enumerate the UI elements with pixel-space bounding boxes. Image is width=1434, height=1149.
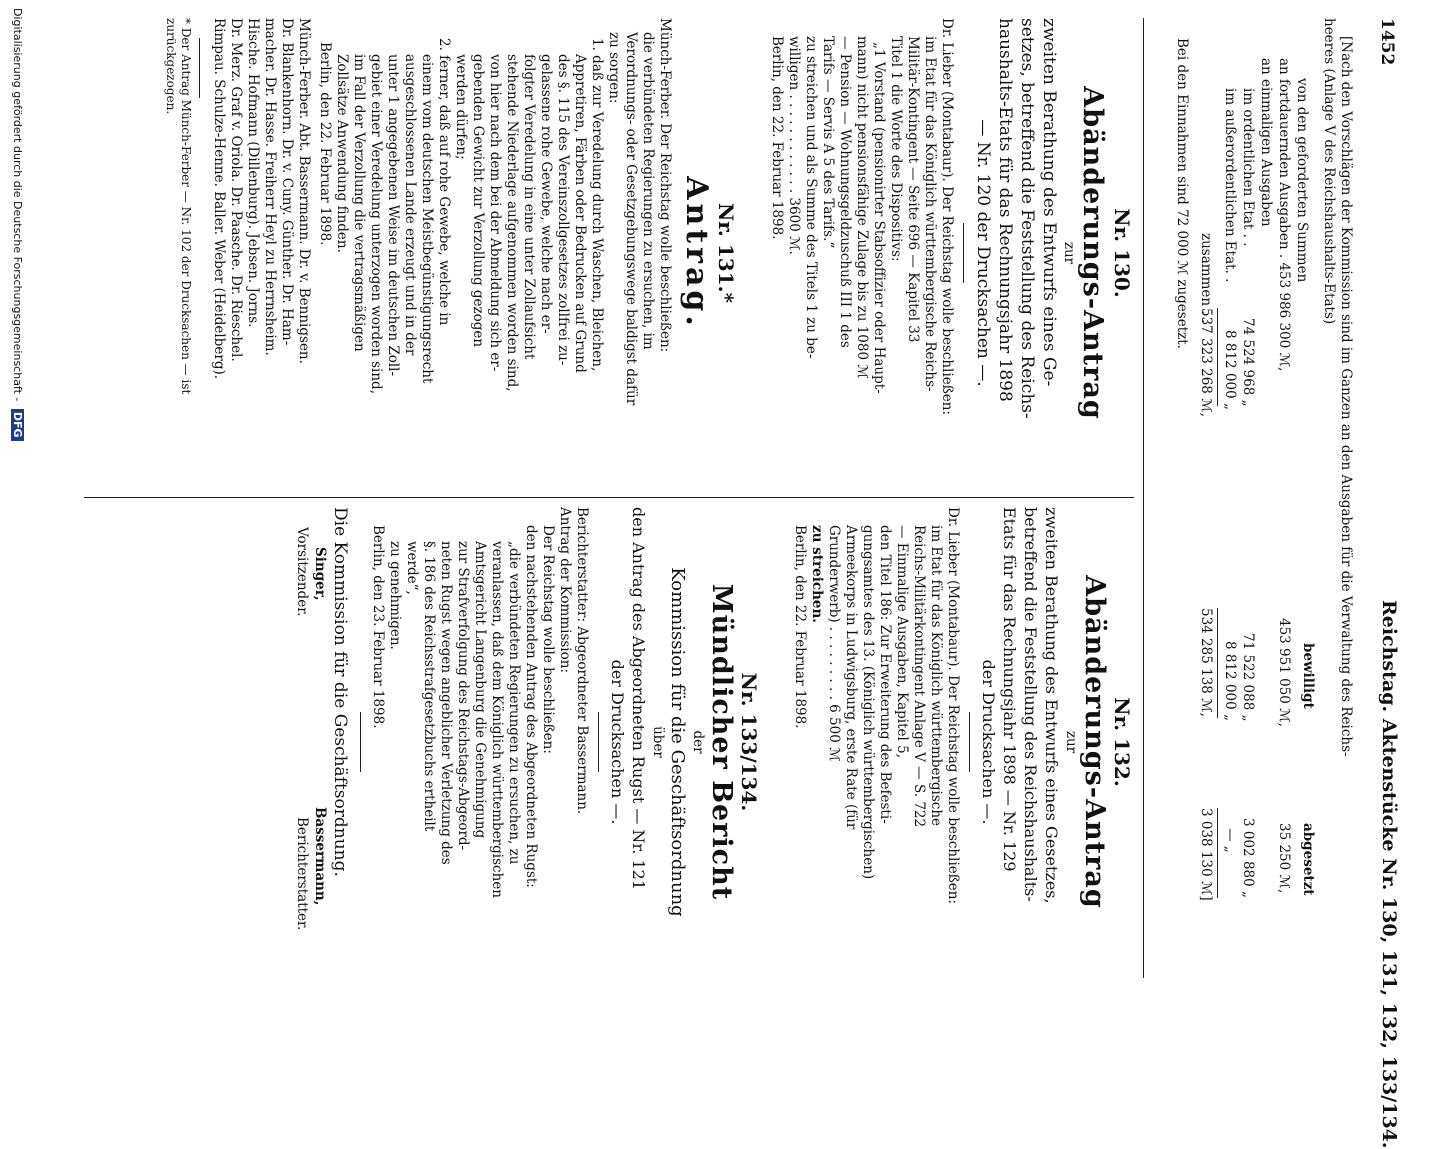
nr133-date: Berlin, den 23. Februar 1898.: [370, 525, 386, 729]
nr131-body-line: Zollsätze Anwendung finden.: [334, 54, 350, 253]
nr131-body-line: 1. daß zur Veredelung durch Waschen, Bleichen,: [589, 38, 605, 372]
nr133-number: Nr. 133/134.: [737, 672, 761, 812]
nr131-body-line: gelassene rohe Gewebe, welche nach er-: [538, 54, 554, 334]
nr131-body-line: Verordnungs- oder Gesetzgebungswege baldigst dafür: [623, 32, 639, 406]
nr132-date: Berlin, den 22. Februar 1898.: [792, 525, 808, 729]
table-row-abgesetzt: — „: [1222, 828, 1238, 853]
table-total-abgesetzt: 3 038 130 ℳ]: [1198, 808, 1214, 901]
nr130-body-line: Militär-Kontingent — Seite 696 — Kapitel 33: [905, 36, 921, 343]
nr131-body-line: im Fall der Verzollung die vertragsmäßigen: [351, 54, 367, 352]
table-row-label: im ordentlichen Etat . .: [1240, 88, 1256, 247]
nr131-body-line: zu sorgen:: [606, 32, 622, 104]
nr131-body-line: ausgeschlossenen Lande erzeugt und in der: [402, 54, 418, 356]
dfg-logo: DFG: [11, 409, 24, 441]
budget-table: [1156, 18, 1316, 978]
nr131-body-line: folgter Veredelung in eine unter Zollaufsicht: [521, 54, 537, 360]
nr132-number: Nr. 132.: [1110, 697, 1134, 787]
signer-line: Dr. Merz. Graf v. Oriola. Dr. Paasche. Dr. Rieschel.: [228, 18, 244, 362]
nr132-zur: zur: [1063, 730, 1079, 754]
nr132-body-line: Dr. Lieber (Montabaur). Der Reichstag wolle beschließen:: [945, 507, 961, 905]
nr131-footnote: * Der Antrag Münch-Ferber — Nr. 102 der Drucksachen — ist zurückgezogen.: [164, 18, 193, 395]
table-total-label: zusammen . .: [1198, 233, 1214, 324]
footnote-rule: [199, 38, 200, 98]
nr130-body-line: zu streichen und als Summe des Titels 1 zu be-: [803, 36, 819, 359]
nr132-body-line: Reichs-Militärkontingent Anlage V — S. 722: [911, 525, 927, 828]
table-row-label: an fortdauernden Ausgaben . 453 986 300 ℳ,: [1276, 58, 1292, 372]
page-title: Reichstag. Aktenstücke Nr. 130, 131, 132, 133/134.: [1378, 600, 1400, 1149]
table-row-abgesetzt: 3 002 880 „: [1240, 818, 1256, 898]
nr131-number: Nr. 131.*: [714, 202, 738, 304]
signer-reporter-role: Berichterstatter.: [294, 817, 310, 931]
nr131-body-line: stehende Niederlage aufgenommen worden sind,: [504, 54, 520, 392]
table-row-bewilligt: 8 812 000 „: [1222, 641, 1238, 721]
table-row-abgesetzt: 35 250 ℳ,: [1276, 823, 1292, 894]
nr131-body-line: gebenden Gewicht zur Verzollung gezogen: [470, 54, 486, 348]
nr132-heading-line: zweiten Berathung des Entwurfs eines Gesetzes,: [1042, 507, 1061, 904]
intro-block: [1320, 18, 1354, 978]
table-row-amount: 8 812 000 „: [1222, 330, 1238, 410]
signer-line: Dr. Blankenhorn. Dr. v. Cuny. Günther. Dr. Ham-: [279, 18, 295, 346]
nr131-body-line: die verbündeten Regierungen zu ersuchen, im: [640, 32, 656, 350]
signer-line: Hische. Hofmann (Dillenburg). Jebsen. Jorns.: [245, 18, 261, 328]
nr132-body-line: Grunderwerb) . . . . . . . . . 6 500 ℳ: [826, 525, 842, 762]
section-divider: [1143, 18, 1144, 978]
signer-line: macher. Dr. Hasse. Freiherr Heyl zu Herrnsheim.: [262, 18, 278, 356]
table-row-label: an einmaligen Ausgaben: [1258, 58, 1274, 227]
nr133-title: Mündlicher Bericht: [706, 583, 737, 901]
nr131-body-line: unter 1 angegebenen Weise im deutschen Zoll-: [385, 54, 401, 377]
nr133-body-line: werde“,: [404, 541, 420, 595]
nr130-body-line: — Pension — Wohnungsgeldzuschuß III 1 des: [837, 36, 853, 348]
nr133-subtitle: Kommission für die Geschäftsordnung: [667, 567, 688, 917]
col-header-abgesetzt: abgesetzt: [1300, 823, 1316, 896]
signer-line: Rimpau. Schulze-Henne. Baller. Weber (Heidelberg).: [211, 18, 227, 380]
signer-chair-role: Vorsitzender.: [294, 527, 310, 617]
table-total-amount: 537 323 268 ℳ,: [1198, 308, 1214, 417]
nr130-date: Berlin, den 22. Februar 1898.: [769, 36, 785, 240]
nr131-date: Berlin, den 22. Februar 1898.: [317, 42, 333, 246]
nr133-heading-line: der Drucksachen —.: [608, 659, 627, 825]
page-number: 1452: [1377, 18, 1397, 66]
table-row-label: von den geforderten Summen: [1294, 78, 1310, 283]
nr133-body-line: „die verbündeten Regierungen zu ersuchen, zu: [506, 541, 522, 865]
nr130-body-line: mann) nicht pensionsfähige Zulage bis zu 1080 ℳ: [854, 36, 870, 379]
nr133-body-line: veranlassen, daß dem Königlich württembergischen: [489, 541, 505, 898]
nr133-body-line: Berichterstatter: Abgeordneter Bassermann.: [574, 507, 590, 815]
sum-rule: [1217, 608, 1218, 718]
nr132-body-line: Armeekorps in Ludwigsburg, erste Rate (für: [843, 525, 859, 830]
nr131-body-line: des §. 115 des Vereinszollgesetzes zollfrei zu-: [555, 54, 571, 366]
nr133-body-line: Amtsgericht Langenburg die Genehmigung: [472, 541, 488, 839]
nr130-body-line: willigen . . . . . . . . . . . . 3600 ℳ.: [786, 36, 802, 255]
nr133-body-line: zu genehmigen.: [387, 541, 403, 650]
nr131-body-line: Appretiren, Färben oder Bedrucken auf Grund: [572, 54, 588, 373]
signer-line: Münch-Ferber. Abt. Bassermann. Dr. v. Bennigsen.: [296, 18, 312, 364]
nr130-number: Nr. 130.: [1110, 208, 1134, 298]
nr133-der: der: [690, 730, 706, 754]
nr132-heading-line: betreffend die Feststellung des Reichshaushalts-: [1021, 507, 1040, 902]
table-row-amount: 74 524 968 „: [1240, 318, 1256, 407]
nr133-closing: Die Kommission für die Geschäftsordnung.: [330, 507, 350, 877]
nr130-body-line: Dr. Lieber (Montabaur). Der Reichstag wolle beschließen:: [939, 18, 955, 416]
table-total-bewilligt: 534 285 138 ℳ,: [1198, 608, 1214, 717]
nr130-title: Abänderungs-Antrag: [1077, 86, 1108, 420]
nr130-heading-line: — Nr. 120 der Drucksachen —.: [973, 119, 993, 387]
nr131-body-line: Münch-Ferber. Der Reichstag wolle beschließen:: [657, 18, 673, 353]
nr133-ueber: über: [650, 726, 666, 758]
nr130-body-line: „1 Vorstand (pensionirter Stabsoffizier oder Haupt-: [871, 42, 887, 394]
nr133-body-line: zur Strafverfolgung des Reichstags-Abgeord-: [455, 541, 471, 851]
nr132-title: Abänderungs-Antrag: [1079, 575, 1110, 909]
nr133-heading-line: den Antrag des Abgeordneten Rugst — Nr. 121: [629, 507, 648, 891]
intro-line: heeres (Anlage V des Reichshaushalts-Etats): [1321, 18, 1337, 325]
nr130-body-line: Titel 1 die Worte des Dispositivs:: [888, 36, 904, 262]
column-divider: [84, 497, 1134, 498]
table-row-bewilligt: 453 951 050 ℳ,: [1276, 618, 1292, 727]
nr132-heading-line: der Drucksachen —.: [979, 659, 998, 825]
nr131-title: Antrag.: [679, 176, 714, 330]
nr133-body-line: neten Rugst wegen angeblicher Verletzung des: [438, 541, 454, 865]
nr133-body-line: den nachstehenden Antrag des Abgeordneten Rugst:: [523, 525, 539, 888]
nr133-signatures: [288, 507, 328, 977]
nr133-body-line: §. 186 des Reichsstrafgesetzbuchs ertheilt: [421, 541, 437, 832]
nr132-body-line: gungsamtes des 13. (Königlich württembergischen): [860, 525, 876, 880]
nr132-heading-line: Etats für das Rechnungsjahr 1898 — Nr. 129: [1000, 507, 1019, 872]
nr131-body-line: einem vom deutschen Meistbegünstigungsrecht: [419, 54, 435, 384]
sum-rule: [1217, 808, 1218, 898]
nr131-signers: [210, 18, 312, 488]
nr133-body-line: Antrag der Kommission:: [557, 507, 573, 673]
nr131-body-line: von hier nach dem bei der Abmeldung sich er-: [487, 54, 503, 372]
table-row-bewilligt: 71 522 088 „: [1240, 633, 1256, 722]
nr130-body-line: Tarifs — Servis A 5 des Tarifs.“: [820, 36, 836, 249]
credit-text: Digitalisierung gefördert durch die Deutsche Forschungsgemeinschaft -: [11, 8, 24, 402]
nr130-heading-line: setzes, betreffend die Feststellung des Reichs-: [1017, 18, 1037, 419]
short-rule: [969, 712, 970, 772]
nr130-zur: zur: [1061, 241, 1077, 265]
nr132-body-line: den Titel 186: Zur Erweiterung des Befesti-: [877, 525, 893, 824]
nr130-body-line: im Etat für das Königlich württembergische Reichs-: [922, 36, 938, 392]
intro-line: [Nach den Vorschlägen der Kommission sind im Ganzen an den Ausgaben für die Verwaltung des Reichs-: [1338, 36, 1354, 757]
nr132-body-line: zu streichen.: [809, 525, 825, 623]
digitization-credit: [11, 8, 24, 441]
nr132-body-line: im Etat für das Königlich württembergische: [928, 525, 944, 827]
nr133-body-line: Der Reichstag wolle beschließen:: [540, 525, 556, 754]
col-header-bewilligt: bewilligt: [1300, 643, 1316, 709]
nr131-body-line: werden dürfen;: [453, 54, 469, 160]
right-column: [288, 507, 1134, 977]
nr131-body-line: 2. ferner, daß auf rohe Gewebe, welche in: [436, 38, 452, 326]
sum-rule: [1217, 308, 1218, 406]
nr131-body-line: gebiet einer Veredelung unterzogen worden sind,: [368, 54, 384, 394]
signer-chair-name: Singer,: [312, 547, 328, 601]
signer-reporter-name: Bassermann,: [312, 807, 328, 906]
nr130-heading-line: haushalts-Etats für das Rechnungsjahr 1898: [995, 18, 1015, 402]
nr130-heading-line: zweiten Berathung des Entwurfs eines Ge-: [1039, 18, 1059, 387]
short-rule: [963, 223, 964, 283]
nr132-body-line: — Einmalige Ausgaben, Kapitel 5,: [894, 525, 910, 759]
einnahmen-line: Bei den Einnahmen sind 72 000 ℳ zugesetzt.: [1174, 38, 1190, 349]
table-row-label: im außerordentlichen Etat. .: [1222, 88, 1238, 283]
left-column: [163, 18, 1134, 488]
short-rule: [598, 712, 599, 772]
short-rule: [360, 712, 361, 772]
